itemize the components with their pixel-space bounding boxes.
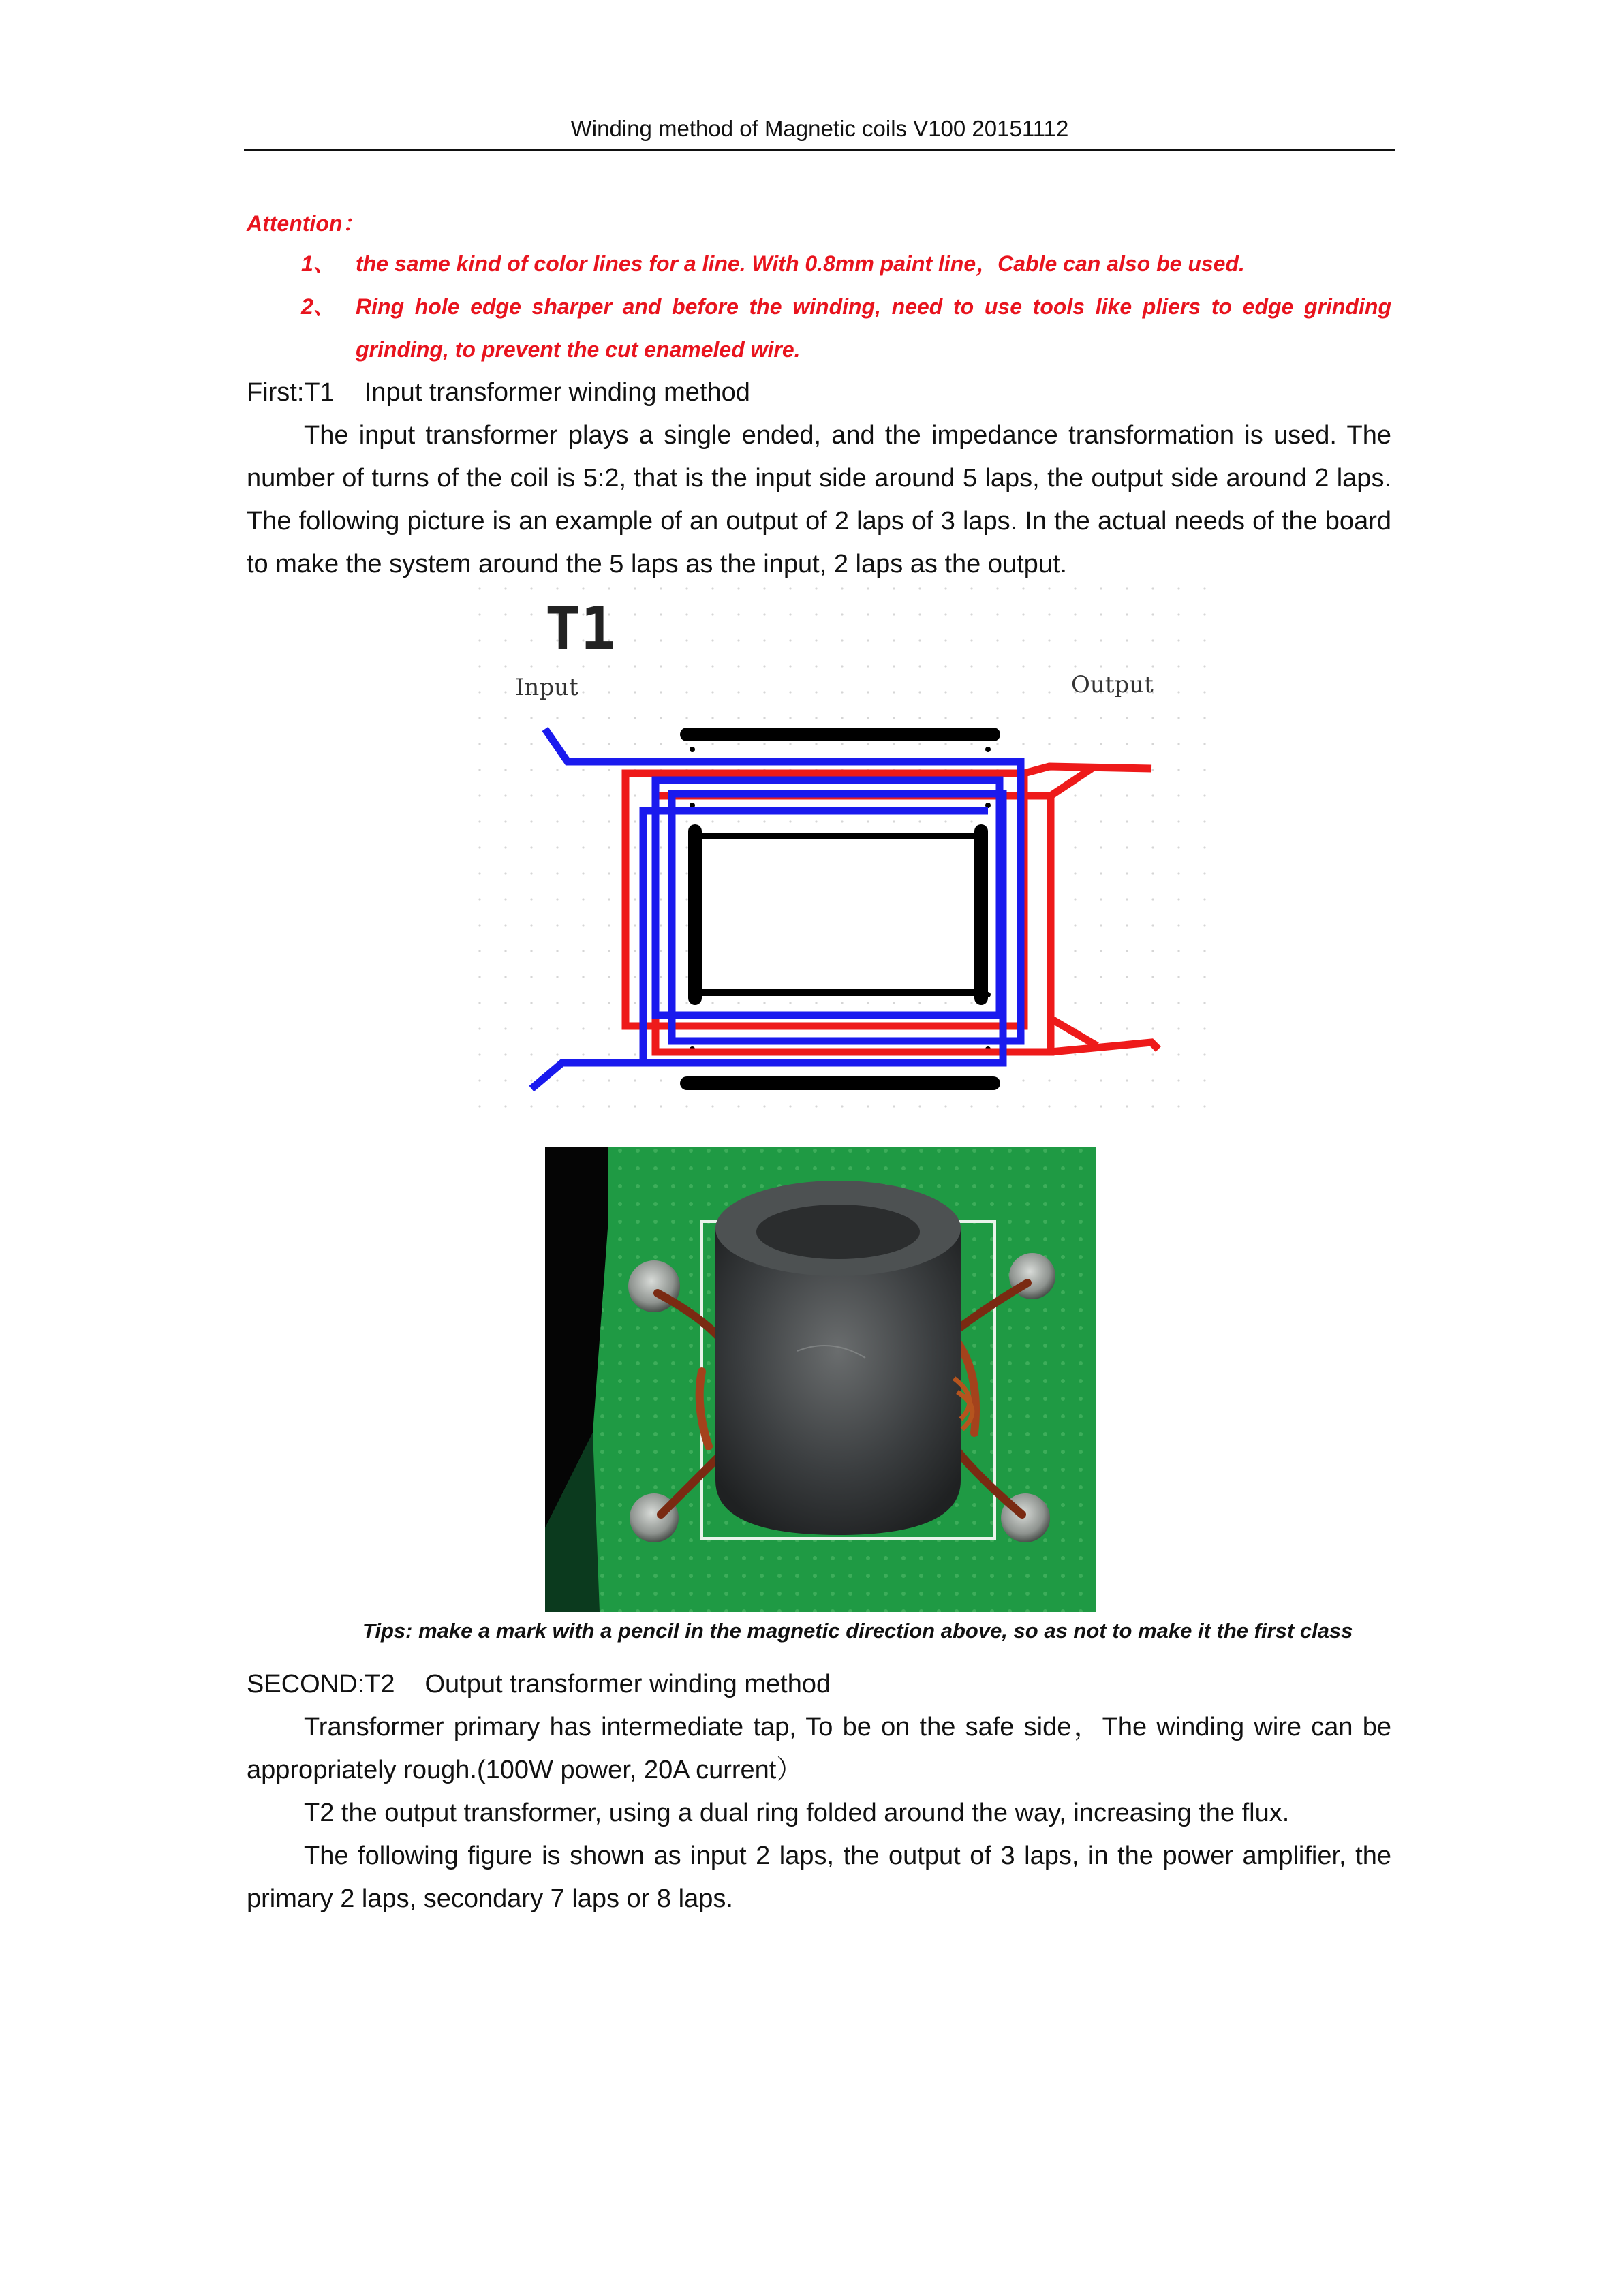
diagram-title: T1 bbox=[545, 595, 616, 663]
note-number: 2、 bbox=[301, 294, 335, 319]
diagram-input-label: Input bbox=[515, 674, 578, 701]
attention-note-1 bbox=[301, 243, 1391, 285]
section-2-paragraph-3: The following figure is shown as input 2 laps, the output of 3 laps, in the power amplifier, the primary 2 laps, secondary 7 laps or 8 laps. bbox=[247, 1842, 1391, 1913]
section-1-paragraph: The input transformer plays a single ended, and the impedance transformation is used. The number of turns of the coil is 5:2, that is the input side around 5 laps, the output side around 2 laps. The following picture is an example of an output of 2 laps of 3 laps. In the actual needs of the board to make the system around the 5 laps as the input, 2 laps as the output. bbox=[247, 421, 1391, 578]
section-1-heading: Input transformer winding method bbox=[364, 378, 750, 407]
attention-note-2 bbox=[301, 285, 1391, 371]
core-window bbox=[695, 836, 981, 993]
section-2-prefix: SECOND:T2 bbox=[247, 1670, 395, 1698]
section-2-heading: Output transformer winding method bbox=[424, 1670, 831, 1698]
attention-label: Attention： bbox=[247, 211, 365, 236]
note-number: 1、 bbox=[301, 251, 335, 276]
section-2-paragraph-1: Transformer primary has intermediate tap, To be on the safe side，The winding wire can be appropriately rough.(100W power, 20A current） bbox=[247, 1713, 1391, 1784]
section-2-title bbox=[247, 1663, 831, 1706]
note-text: Ring hole edge sharper and before the winding, need to use tools like pliers to edge grinding grinding, to prevent the cut enameled wire. bbox=[356, 294, 1391, 362]
note-text: the same kind of color lines for a line. With 0.8mm paint line，Cable can also be used. bbox=[356, 251, 1245, 276]
section-2-paragraph-2: T2 the output transformer, using a dual ring folded around the way, increasing the flux. bbox=[304, 1799, 1290, 1827]
section-1-prefix: First:T1 bbox=[247, 378, 335, 407]
section-1-title bbox=[247, 371, 750, 414]
toroid-photo bbox=[545, 1147, 1096, 1612]
diagram-output-label: Output bbox=[1071, 671, 1154, 698]
t1-winding-diagram bbox=[477, 586, 1220, 1131]
page-header: Winding method of Magnetic coils V100 20151112 bbox=[570, 116, 1069, 141]
header-rule bbox=[244, 149, 1395, 151]
tips-caption: Tips: make a mark with a pencil in the magnetic direction above, so as not to make it the first class bbox=[362, 1619, 1353, 1643]
